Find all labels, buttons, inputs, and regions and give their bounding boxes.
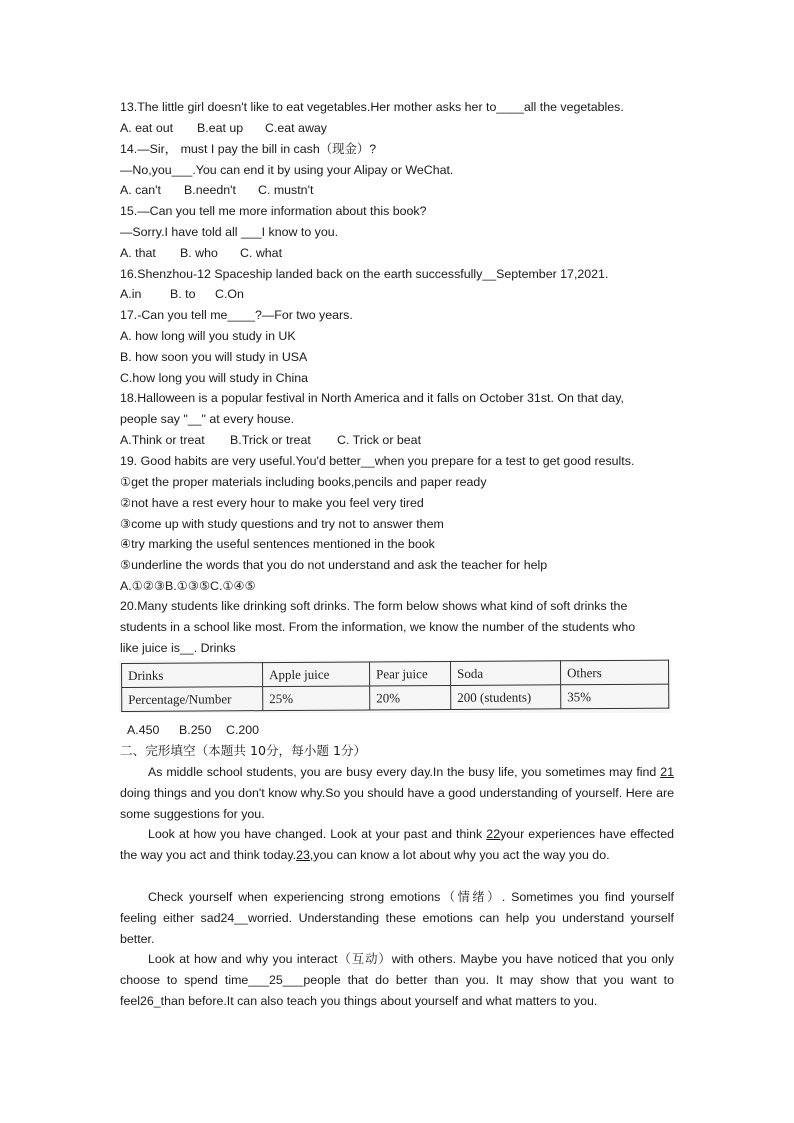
q17-option-c: C.how long you will study in China	[120, 371, 309, 385]
q14-options	[120, 182, 313, 198]
q16-options	[120, 286, 244, 302]
q15-stem: 15.—Can you tell me more information about this book?	[120, 204, 427, 218]
q14-stem: 14.—Sir， must I pay the bill in cash（现金）?	[120, 142, 377, 156]
q20-stem-line1: 20.Many students like drinking soft drinks. The form below shows what kind of soft drinks the	[120, 599, 628, 613]
q17-stem: 17.-Can you tell me____?—For two years.	[120, 308, 353, 322]
q19-stem: 19. Good habits are very useful.You'd better__when you prepare for a test to get good results.	[120, 454, 635, 468]
table-row	[122, 684, 669, 711]
q19-item-3: ③come up with study questions and try not to answer them	[120, 517, 444, 531]
q19-options: A.①②③B.①③⑤C.①④⑤	[120, 579, 256, 593]
table-cell: Apple juice	[263, 662, 370, 687]
table-cell: Drinks	[122, 663, 263, 688]
q17-option-a: A. how long will you study in UK	[120, 329, 296, 343]
table-cell: 25%	[263, 686, 370, 711]
passage-paragraph-3	[120, 887, 674, 949]
blank-23: 23,	[296, 847, 314, 862]
q14-option-c: C. mustn't	[258, 183, 314, 197]
passage-text: Look at how you have changed. Look at your past and think	[148, 827, 487, 841]
q15-option-b: B. who	[180, 246, 218, 260]
q18-options	[120, 432, 421, 448]
q20-stem-line2: students in a school like most. From the information, we know the number of the students who	[120, 620, 636, 634]
q20-option-a: A.450	[127, 723, 160, 737]
blank-21: 21	[660, 765, 674, 779]
q15-option-c: C. what	[240, 246, 283, 260]
q18-option-b: B.Trick or treat	[230, 433, 311, 447]
passage-paragraph-4	[120, 949, 674, 1011]
passage-text: you can know a lot about why you act the way you do.	[313, 847, 610, 862]
q18-stem-line1: 18.Halloween is a popular festival in North America and it falls on October 31st. On that day,	[120, 391, 624, 405]
q18-option-a: A.Think or treat	[120, 433, 205, 447]
q20-option-b: B.250	[179, 723, 212, 737]
q20-stem-line3: like juice is__. Drinks	[120, 641, 236, 655]
q20-option-c: C.200	[226, 723, 260, 737]
q18-option-c: C. Trick or beat	[337, 433, 422, 447]
q19-item-1: ①get the proper materials including books,pencils and paper ready	[120, 475, 487, 489]
passage-text: Check yourself when experiencing strong emotions（情绪）. Sometimes you find yourself feeling either sad24__worried. Understanding these emotions can help you understand yourself better.	[120, 890, 674, 946]
q16-option-b: B. to	[170, 287, 196, 301]
drinks-table	[121, 660, 669, 712]
table-cell: 200 (students)	[451, 685, 561, 710]
table-cell: Percentage/Number	[122, 687, 263, 712]
q13-option-c: C.eat away	[265, 121, 327, 135]
q19-item-4: ④try marking the useful sentences mentioned in the book	[120, 537, 435, 551]
table-cell: 20%	[370, 685, 451, 709]
q13-stem: 13.The little girl doesn't like to eat vegetables.Her mother asks her to____all the vegetables.	[120, 100, 624, 114]
passage-text: Look at how and why you interact（互动）with others. Maybe you have noticed that you only choose to spend time___25___people that do better than you. It may show that you want to feel26_than before.It can also teach you things about yourself and what matters to you.	[120, 952, 674, 1008]
table-cell: Pear juice	[369, 661, 450, 685]
passage-paragraph-1	[120, 762, 674, 824]
table-cell: 35%	[561, 684, 669, 709]
q19-item-5: ⑤underline the words that you do not understand and ask the teacher for help	[120, 558, 548, 572]
q14-option-b: B.needn't	[184, 183, 236, 197]
q17-option-b: B. how soon you will study in USA	[120, 350, 308, 364]
q16-option-a: A.in	[120, 287, 142, 301]
passage-text: As middle school students, you are busy every day.In the busy life, you sometimes may find	[148, 765, 661, 779]
passage-text: doing things and you don't know why.So you should have a good understanding of yourself. Here are some suggestions for you.	[120, 785, 674, 821]
section-2-title: 二、完形填空（本题共 10分，每小题 1分）	[120, 743, 367, 758]
q13-option-a: A. eat out	[120, 121, 174, 135]
q14-option-a: A. can't	[120, 183, 161, 197]
q16-option-c: C.On	[215, 287, 244, 301]
q15-options	[120, 245, 282, 261]
q20-options	[127, 722, 259, 738]
q15-option-a: A. that	[120, 246, 156, 260]
table-row	[122, 660, 669, 687]
table-cell: Soda	[450, 661, 560, 686]
q16-stem: 16.Shenzhou-12 Spaceship landed back on the earth successfully__September 17,2021.	[120, 267, 609, 281]
q15-reply: —Sorry.I have told all ___I know to you.	[120, 225, 339, 239]
blank-22: 22	[486, 827, 501, 841]
q14-reply: —No,you___.You can end it by using your Alipay or WeChat.	[120, 163, 454, 177]
passage-text: your experiences have effected the way you act and think today.	[120, 827, 674, 862]
q19-item-2: ②not have a rest every hour to make you feel very tired	[120, 496, 424, 510]
q13-options	[120, 120, 327, 136]
q18-stem-line2: people say "__" at every house.	[120, 412, 295, 426]
table-cell: Others	[560, 660, 668, 685]
passage-paragraph-2	[120, 824, 674, 866]
q13-option-b: B.eat up	[197, 121, 244, 135]
